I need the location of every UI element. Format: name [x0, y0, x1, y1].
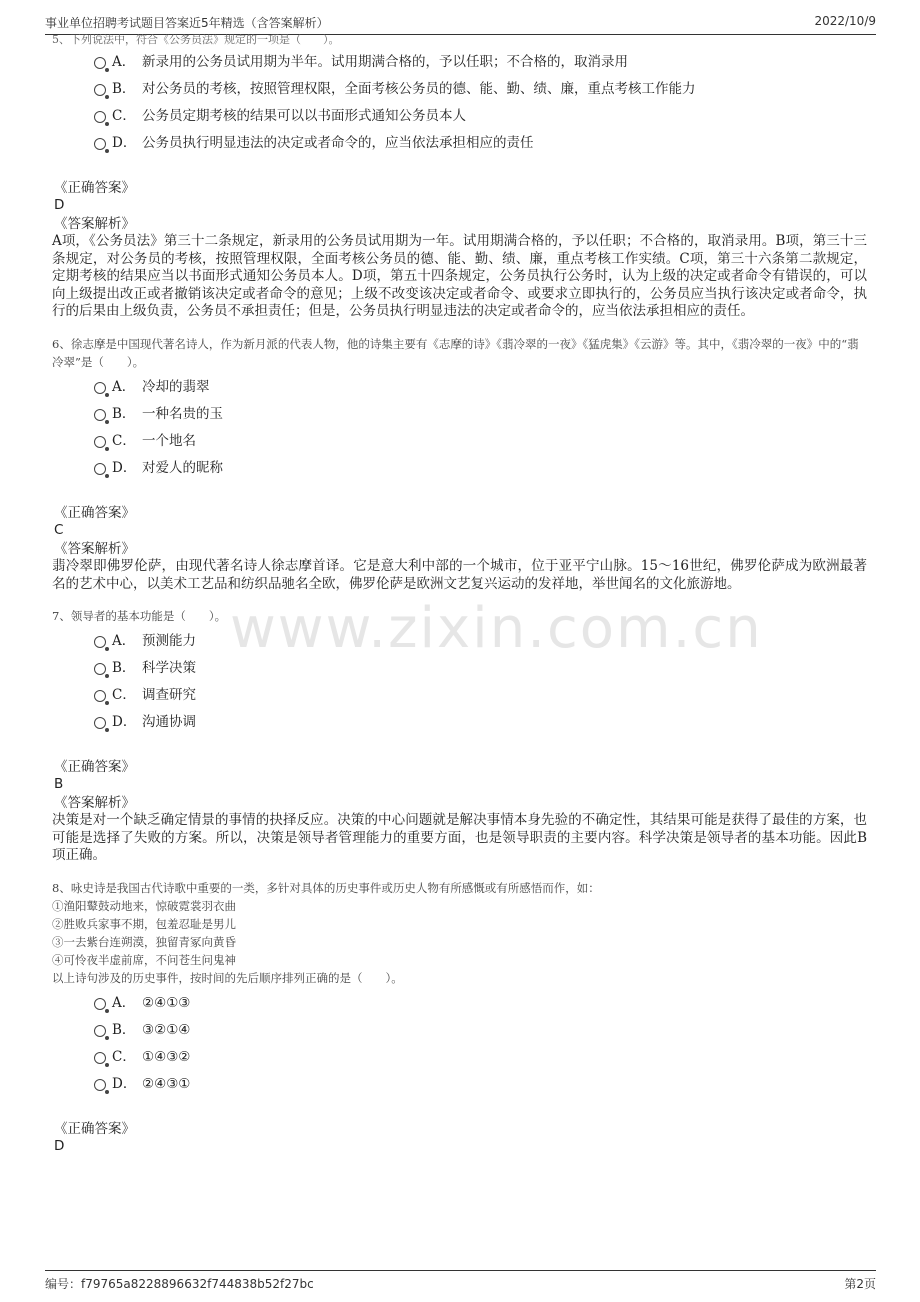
option-text: 冷却的翡翠: [142, 378, 210, 395]
answer-block: [52, 180, 867, 321]
option-letter: D．: [112, 1075, 137, 1092]
radio-icon[interactable]: [94, 138, 106, 150]
question-7-text: 7、领导者的基本功能是（ ）。: [52, 609, 227, 624]
option-letter: C．: [112, 432, 136, 449]
analysis-text: 翡冷翠即佛罗伦萨，由现代著名诗人徐志摩首译。它是意大利中部的一个城市，位于亚平宁山脉。15～16世纪，佛罗伦萨成为欧洲最著名的艺术中心，以美术工艺品和纺织品驰名全欧，佛罗伦萨是欧洲文艺复兴运动的发祥地，举世闻名的文化旅游地。: [52, 557, 867, 592]
poem-line-4: ④可怜夜半虚前席，不问苍生问鬼神: [52, 952, 236, 967]
option-letter: C．: [112, 1048, 136, 1065]
question-6: [52, 335, 867, 593]
answer-value: C: [54, 521, 64, 538]
option-a[interactable]: [52, 377, 867, 404]
page-number: 第2页: [844, 1277, 876, 1291]
option-text: 预测能力: [142, 633, 196, 650]
option-a[interactable]: [52, 52, 867, 79]
option-c[interactable]: [52, 685, 867, 712]
option-text: 科学决策: [142, 660, 196, 677]
radio-icon[interactable]: [94, 409, 106, 421]
option-text: ③②①④: [142, 1021, 191, 1038]
question-7-options: [52, 631, 867, 739]
option-letter: B．: [112, 1021, 136, 1038]
radio-icon[interactable]: [94, 382, 106, 394]
question-5: [52, 34, 867, 321]
option-text: ②④③①: [142, 1075, 191, 1092]
option-b[interactable]: [52, 658, 867, 685]
document-title: 事业单位招聘考试题目答案近5年精选（含答案解析）: [45, 16, 329, 30]
question-5-options: [52, 52, 867, 160]
poem-line-1: ①渔阳鼙鼓动地来，惊破霓裳羽衣曲: [52, 898, 236, 913]
radio-icon[interactable]: [94, 636, 106, 648]
radio-icon[interactable]: [94, 84, 106, 96]
option-text: 一种名贵的玉: [142, 405, 223, 422]
option-a[interactable]: [52, 993, 867, 1020]
question-6-text: 6、徐志摩是中国现代著名诗人，作为新月派的代表人物，他的诗集主要有《志摩的诗》《翡冷翠的一夜》《猛虎集》《云游》等。其中，《翡冷翠的一夜》中的“翡冷翠”是（ ）。: [52, 336, 859, 369]
radio-icon[interactable]: [94, 463, 106, 475]
radio-icon[interactable]: [94, 1052, 106, 1064]
radio-icon[interactable]: [94, 663, 106, 675]
option-text: 公务员执行明显违法的决定或者命令的，应当依法承担相应的责任: [142, 135, 534, 151]
option-text: 一个地名: [142, 432, 196, 449]
option-letter: A．: [112, 994, 136, 1011]
option-text: 对爱人的昵称: [142, 459, 223, 476]
option-letter: D．: [112, 714, 137, 731]
option-letter: B．: [112, 660, 136, 677]
answer-block: [52, 505, 867, 593]
option-text: 公务员定期考核的结果可以以书面形式通知公务员本人: [142, 108, 466, 124]
answer-value: D: [54, 1137, 65, 1154]
option-d[interactable]: [52, 458, 867, 485]
option-letter: A．: [112, 633, 136, 650]
answer-block: [52, 759, 867, 865]
option-b[interactable]: [52, 404, 867, 431]
radio-icon[interactable]: [94, 690, 106, 702]
document-code: 编号：f79765a8228896632f744838b52f27bc: [45, 1277, 314, 1291]
radio-icon[interactable]: [94, 111, 106, 123]
question-8: [52, 879, 867, 1155]
page-header: [45, 12, 876, 35]
question-6-options: [52, 377, 867, 485]
option-text: 调查研究: [142, 687, 196, 704]
radio-icon[interactable]: [94, 1079, 106, 1091]
option-letter: D．: [112, 459, 137, 476]
answer-value: D: [54, 197, 65, 213]
option-c[interactable]: [52, 1047, 867, 1074]
page-footer: [45, 1270, 876, 1295]
option-text: 对公务员的考核，按照管理权限，全面考核公务员的德、能、勤、绩、廉，重点考核工作能力: [142, 81, 696, 97]
answer-label: 《正确答案》: [54, 759, 135, 776]
option-c[interactable]: [52, 431, 867, 458]
option-letter: B．: [112, 405, 136, 422]
answer-label: 《正确答案》: [54, 1120, 135, 1137]
option-a[interactable]: [52, 631, 867, 658]
option-letter: A．: [112, 378, 136, 395]
option-d[interactable]: [52, 1074, 867, 1101]
answer-label: 《正确答案》: [54, 180, 135, 196]
question-8-prompt: 以上诗句涉及的历史事件，按时间的先后顺序排列正确的是（ ）。: [52, 970, 403, 985]
radio-icon[interactable]: [94, 998, 106, 1010]
question-7: [52, 607, 867, 865]
radio-icon[interactable]: [94, 717, 106, 729]
answer-value: B: [54, 776, 64, 793]
question-5-text: 5、下列说法中，符合《公务员法》规定的一项是（ ）。: [52, 34, 340, 46]
option-d[interactable]: [52, 133, 867, 160]
option-b[interactable]: [52, 1020, 867, 1047]
analysis-text: A项，《公务员法》第三十二条规定，新录用的公务员试用期为一年。试用期满合格的，予以任职；不合格的，取消录用。B项，第三十三条规定，对公务员的考核，按照管理权限，全面考核公务员的德、能、勤、绩、廉，重点考核工作实绩。C项，第三十六条第二款规定，定期考核的结果应当以书面形式通知公务员本人。D项，第五十四条规定，公务员执行公务时，认为上级的决定或者命令有错误的，可以向上级提出改正或者撤销该决定或者命令的意见；上级不改变该决定或者命令、或要求立即执行的，公务员应当执行该决定或者命令，执行的后果由上级负责，公务员不承担责任；但是，公务员执行明显违法的决定或者命令的，应当依法承担相应的责任。: [52, 233, 867, 320]
option-c[interactable]: [52, 106, 867, 133]
question-8-options: [52, 993, 867, 1101]
option-text: ①④③②: [142, 1048, 191, 1065]
poem-line-2: ②胜败兵家事不期，包羞忍耻是男儿: [52, 916, 236, 931]
option-letter: C．: [112, 108, 136, 124]
option-letter: A．: [112, 54, 136, 70]
option-b[interactable]: [52, 79, 867, 106]
option-text: 新录用的公务员试用期为半年。试用期满合格的，予以任职；不合格的，取消录用: [142, 54, 628, 70]
radio-icon[interactable]: [94, 1025, 106, 1037]
answer-label: 《正确答案》: [54, 504, 135, 521]
radio-icon[interactable]: [94, 57, 106, 69]
radio-icon[interactable]: [94, 436, 106, 448]
watermark: www.zixin.com.cn: [230, 596, 763, 661]
question-8-text: 8、咏史诗是我国古代诗歌中重要的一类，多针对具体的历史事件或历史人物有所感慨或有所感悟而作，如：: [52, 880, 600, 895]
option-letter: C．: [112, 687, 136, 704]
analysis-label: 《答案解析》: [54, 795, 135, 812]
option-letter: D．: [112, 135, 137, 151]
analysis-label: 《答案解析》: [54, 540, 135, 557]
answer-block: [52, 1121, 867, 1155]
option-d[interactable]: [52, 712, 867, 739]
option-text: ②④①③: [142, 994, 191, 1011]
page-content: [52, 34, 867, 1155]
option-text: 沟通协调: [142, 714, 196, 731]
document-date: 2022/10/9: [814, 14, 876, 28]
option-letter: B．: [112, 81, 136, 97]
analysis-label: 《答案解析》: [54, 216, 135, 232]
poem-line-3: ③一去紫台连朔漠，独留青冢向黄昏: [52, 934, 236, 949]
analysis-text: 决策是对一个缺乏确定情景的事情的抉择反应。决策的中心问题就是解决事情本身先验的不确定性，其结果可能是获得了最佳的方案，也可能是选择了失败的方案。所以，决策是领导者管理能力的重要方面，也是领导职责的主要内容。科学决策是领导者的基本功能。因此B项正确。: [52, 812, 867, 864]
